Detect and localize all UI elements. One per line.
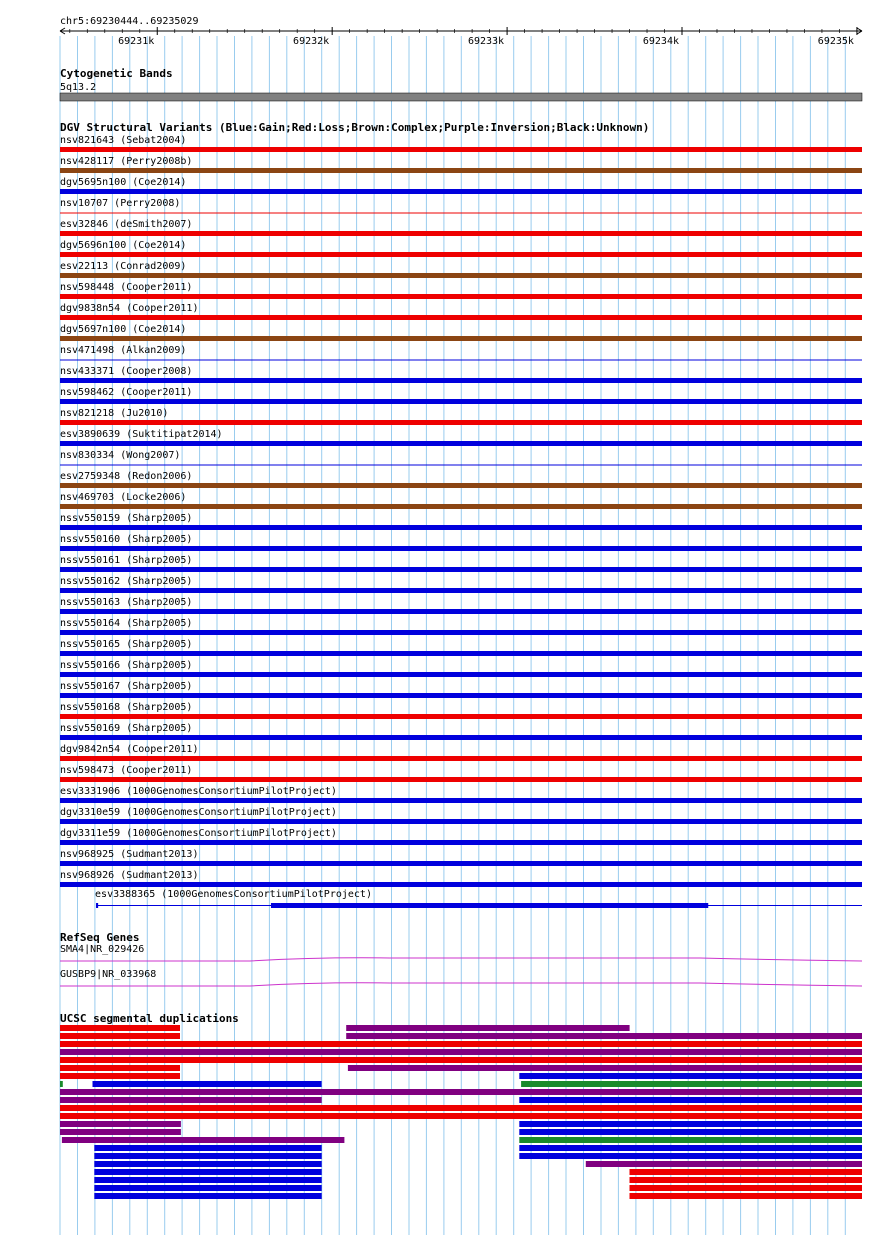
ruler-tick-label: 69231k [118, 36, 155, 47]
segdup-track-title: UCSC segmental duplications [60, 1012, 239, 1025]
cytoband-bar[interactable] [60, 93, 862, 101]
dgv-feature-label[interactable]: esv3331906 (1000GenomesConsortiumPilotProject) [60, 786, 337, 797]
dgv-feature-label[interactable]: dgv3311e59 (1000GenomesConsortiumPilotProject) [60, 828, 337, 839]
segdup-block[interactable] [60, 1065, 180, 1071]
dgv-feature-bar[interactable] [60, 252, 862, 257]
dgv-feature-bar[interactable] [60, 756, 862, 761]
dgv-feature-label[interactable]: esv3388365 (1000GenomesConsortiumPilotProject) [95, 889, 372, 900]
segdup-block[interactable] [630, 1177, 863, 1183]
dgv-feature-label[interactable]: dgv5696n100 (Coe2014) [60, 240, 187, 251]
grid-lines [60, 36, 845, 1235]
dgv-feature-label[interactable]: nsv821643 (Sebat2004) [60, 135, 187, 146]
dgv-feature-bar[interactable] [60, 504, 862, 509]
segdup-block[interactable] [60, 1081, 63, 1087]
dgv-feature-label[interactable]: dgv5697n100 (Coe2014) [60, 324, 187, 335]
ruler-tick-label: 69235k [817, 36, 854, 47]
dgv-feature-label[interactable]: nsv598462 (Cooper2011) [60, 387, 193, 398]
dgv-feature-bar[interactable] [60, 819, 862, 824]
dgv-feature-bar[interactable] [60, 546, 862, 551]
dgv-feature-label[interactable]: nssv550169 (Sharp2005) [60, 723, 193, 734]
dgv-feature-bar[interactable] [60, 735, 862, 740]
segdup-block[interactable] [521, 1081, 862, 1087]
dgv-feature-label[interactable]: nsv10707 (Perry2008) [60, 198, 181, 209]
segdup-block[interactable] [519, 1153, 862, 1159]
dgv-feature-label[interactable]: nsv598448 (Cooper2011) [60, 282, 193, 293]
dgv-feature-bar[interactable] [60, 567, 862, 572]
dgv-feature-label[interactable]: esv32846 (deSmith2007) [60, 219, 193, 230]
refseq-gene-label[interactable]: GUSBP9|NR_033968 [60, 969, 157, 980]
ruler-tick-label: 69233k [467, 36, 505, 47]
dgv-feature-label[interactable]: nsv830334 (Wong2007) [60, 450, 181, 461]
dgv-feature-label[interactable]: dgv9838n54 (Cooper2011) [60, 303, 199, 314]
dgv-feature-bar[interactable] [60, 420, 862, 425]
dgv-feature-label[interactable]: nssv550162 (Sharp2005) [60, 576, 193, 587]
dgv-feature-bar[interactable] [60, 231, 862, 236]
dgv-feature-block[interactable] [271, 903, 708, 908]
dgv-feature-label[interactable]: esv22113 (Conrad2009) [60, 261, 187, 272]
segdup-block[interactable] [60, 1033, 180, 1039]
dgv-feature-label[interactable]: nssv550161 (Sharp2005) [60, 555, 193, 566]
segdup-block[interactable] [630, 1185, 863, 1191]
segdup-block[interactable] [94, 1185, 321, 1191]
dgv-feature-bar[interactable] [60, 399, 862, 404]
segdup-block[interactable] [519, 1129, 862, 1135]
segdup-block[interactable] [60, 1089, 862, 1095]
cytoband-track-title: Cytogenetic Bands [60, 67, 173, 80]
dgv-feature-bar[interactable] [60, 651, 862, 656]
dgv-feature-label[interactable]: nssv550165 (Sharp2005) [60, 639, 193, 650]
dgv-feature-bar[interactable] [60, 168, 862, 173]
region-label: chr5:69230444..69235029 [60, 16, 199, 27]
segdup-block[interactable] [60, 1097, 322, 1103]
segdup-block[interactable] [60, 1121, 181, 1127]
segdup-block[interactable] [94, 1145, 321, 1151]
segdup-block[interactable] [94, 1169, 321, 1175]
dgv-feature-label[interactable]: nsv968926 (Sudmant2013) [60, 870, 199, 881]
segdup-block[interactable] [93, 1081, 322, 1087]
segdup-block[interactable] [60, 1025, 180, 1031]
segdup-block[interactable] [586, 1161, 862, 1167]
ruler-tick-label: 69232k [293, 36, 330, 47]
refseq-track-title: RefSeq Genes [60, 931, 140, 944]
segdup-block[interactable] [60, 1057, 862, 1063]
segdup-block[interactable] [346, 1025, 629, 1031]
dgv-feature-bar[interactable] [60, 525, 862, 530]
dgv-feature-label[interactable]: nssv550163 (Sharp2005) [60, 597, 193, 608]
dgv-feature-bar[interactable] [60, 840, 862, 845]
segdup-block[interactable] [519, 1121, 862, 1127]
dgv-feature-bar[interactable] [60, 147, 862, 152]
dgv-feature-bar[interactable] [60, 882, 862, 887]
dgv-feature-label[interactable]: nsv821218 (Ju2010) [60, 408, 169, 419]
dgv-feature-label[interactable]: nsv471498 (Alkan2009) [60, 345, 187, 356]
segdup-block[interactable] [519, 1145, 862, 1151]
segdup-block[interactable] [94, 1161, 321, 1167]
segdup-block[interactable] [519, 1073, 862, 1079]
dgv-feature-bar[interactable] [60, 273, 862, 278]
dgv-feature-label[interactable]: dgv5695n100 (Coe2014) [60, 177, 187, 188]
dgv-feature-label[interactable]: dgv3310e59 (1000GenomesConsortiumPilotProject) [60, 807, 337, 818]
segdup-block[interactable] [630, 1193, 863, 1199]
segdup-block[interactable] [519, 1137, 862, 1143]
segdup-block[interactable] [60, 1073, 180, 1079]
dgv-feature-bar[interactable] [60, 378, 862, 383]
dgv-feature-bar[interactable] [60, 315, 862, 320]
dgv-feature-label[interactable]: nssv550164 (Sharp2005) [60, 618, 193, 629]
dgv-feature-bar[interactable] [60, 294, 862, 299]
dgv-feature-bar[interactable] [60, 189, 862, 194]
segdup-block[interactable] [348, 1065, 862, 1071]
cytoband-label: 5q13.2 [60, 82, 97, 93]
dgv-feature-label[interactable]: nsv469703 (Locke2006) [60, 492, 187, 503]
dgv-track-title: DGV Structural Variants (Blue:Gain;Red:Loss;Brown:Complex;Purple:Inversion;Black:Unknown) [60, 121, 650, 134]
segdup-block[interactable] [60, 1049, 862, 1055]
dgv-feature-bar[interactable] [60, 714, 862, 719]
dgv-feature-bar[interactable] [60, 630, 862, 635]
dgv-feature-bar[interactable] [60, 588, 862, 593]
segdup-block[interactable] [94, 1193, 321, 1199]
segdup-block[interactable] [94, 1177, 321, 1183]
segdup-block[interactable] [60, 1105, 862, 1111]
dgv-feature-label[interactable]: nsv428117 (Perry2008b) [60, 156, 193, 167]
dgv-feature-bar[interactable] [60, 672, 862, 677]
dgv-feature-label[interactable]: nssv550168 (Sharp2005) [60, 702, 193, 713]
dgv-feature-bar[interactable] [60, 336, 862, 341]
segdup-block[interactable] [519, 1097, 862, 1103]
dgv-feature-bar[interactable] [60, 441, 862, 446]
dgv-feature-label[interactable]: esv2759348 (Redon2006) [60, 471, 193, 482]
dgv-feature-label[interactable]: nssv550167 (Sharp2005) [60, 681, 193, 692]
dgv-feature-label[interactable]: nsv433371 (Cooper2008) [60, 366, 193, 377]
segdup-block[interactable] [60, 1129, 181, 1135]
dgv-feature-bar[interactable] [60, 609, 862, 614]
segdup-block[interactable] [94, 1153, 321, 1159]
dgv-feature-label[interactable]: nsv598473 (Cooper2011) [60, 765, 193, 776]
dgv-feature-label[interactable]: nsv968925 (Sudmant2013) [60, 849, 199, 860]
dgv-feature-bar[interactable] [60, 861, 862, 866]
segdup-block[interactable] [630, 1169, 863, 1175]
ruler-tick-label: 69234k [642, 36, 680, 47]
segdup-block[interactable] [62, 1137, 345, 1143]
refseq-gene-label[interactable]: SMA4|NR_029426 [60, 944, 145, 955]
dgv-feature-label[interactable]: nssv550159 (Sharp2005) [60, 513, 193, 524]
dgv-feature-label[interactable]: nssv550166 (Sharp2005) [60, 660, 193, 671]
dgv-feature-bar[interactable] [60, 777, 862, 782]
dgv-feature-label[interactable]: esv3890639 (Suktitipat2014) [60, 429, 223, 440]
dgv-feature-label[interactable]: nssv550160 (Sharp2005) [60, 534, 193, 545]
dgv-feature-bar[interactable] [60, 483, 862, 488]
dgv-feature-bar[interactable] [60, 693, 862, 698]
segdup-block[interactable] [60, 1041, 862, 1047]
dgv-feature-label[interactable]: dgv9842n54 (Cooper2011) [60, 744, 199, 755]
dgv-feature-bar[interactable] [60, 798, 862, 803]
segdup-block[interactable] [60, 1113, 862, 1119]
segdup-block[interactable] [346, 1033, 862, 1039]
dgv-feature-block[interactable] [96, 903, 98, 908]
